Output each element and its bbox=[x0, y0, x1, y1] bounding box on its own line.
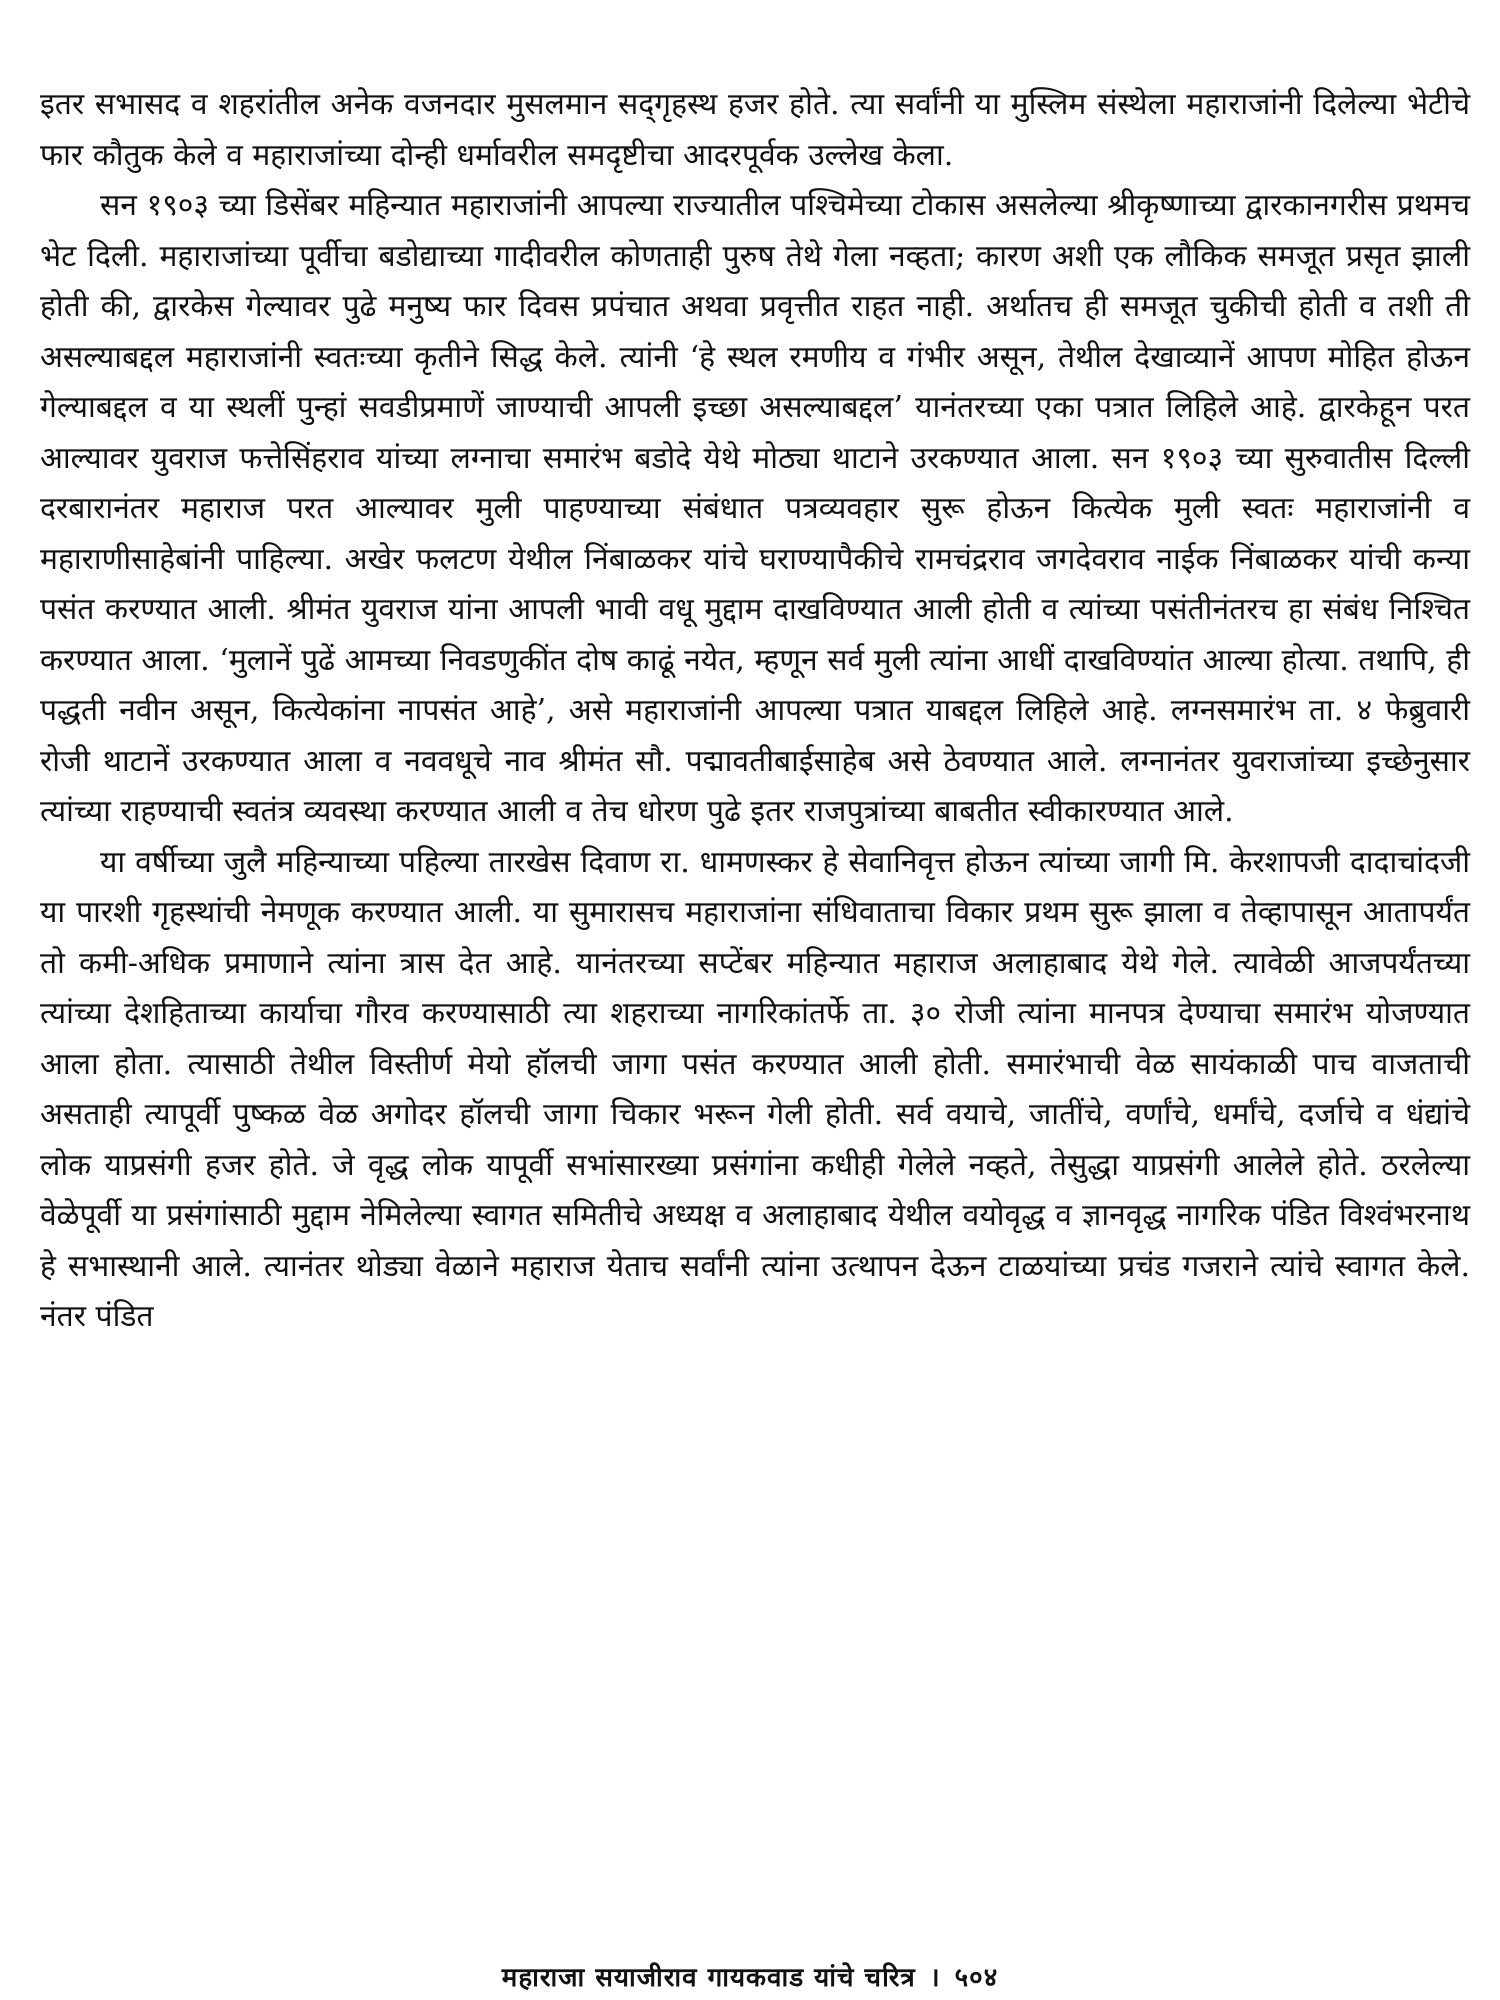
page-body bbox=[40, 80, 1470, 1343]
footer-book-title: महाराजा सयाजीराव गायकवाड यांचे चरित्र bbox=[501, 1963, 916, 1993]
paragraph-allahabad-visit: या वर्षीच्या जुलै महिन्याच्या पहिल्या तारखेस दिवाण रा. धामणस्कर हे सेवानिवृत्त होऊन त्यांच्या जागी मि. केरशापजी दादाचांदजी या पारशी गृहस्थांची नेमणूक करण्यात आली. या सुमारासच महाराजांना संधिवाताचा विकार प्रथम सुरू झाला व तेव्हापासून आतापर्यंत तो कमी-अधिक प्रमाणाने त्यांना त्रास देत आहे. यानंतरच्या सप्टेंबर महिन्यात महाराज अलाहाबाद येथे गेले. त्यावेळी आजपर्यंतच्या त्यांच्या देशहिताच्या कार्याचा गौरव करण्यासाठी त्या शहराच्या नागरिकांतर्फे ता. ३० रोजी त्यांना मानपत्र देण्याचा समारंभ योजण्यात आला होता. त्यासाठी तेथील विस्तीर्ण मेयो हॉलची जागा पसंत करण्यात आली होती. समारंभाची वेळ सायंकाळी पाच वाजताची असताही त्यापूर्वी पुष्कळ वेळ अगोदर हॉलची जागा चिकार भरून गेली होती. सर्व वयाचे, जातींचे, वर्णांचे, धर्मांचे, दर्जाचे व धंद्यांचे लोक याप्रसंगी हजर होते. जे वृद्ध लोक यापूर्वी सभांसारख्या प्रसंगांना कधीही गेलेले नव्हते, तेसुद्धा याप्रसंगी आलेले होते. ठरलेल्या वेळेपूर्वी या प्रसंगांसाठी मुद्दाम नेमिलेल्या स्वागत समितीचे अध्यक्ष व अलाहाबाद येथील वयोवृद्ध व ज्ञानवृद्ध नागरिक पंडित विश्वंभरनाथ हे सभास्थानी आले. त्यानंतर थोड्या वेळाने महाराज येताच सर्वांनी त्यांना उत्थापन देऊन टाळयांच्या प्रचंड गजराने त्यांचे स्वागत केले. नंतर पंडित bbox=[40, 844, 1470, 1334]
footer-separator: । bbox=[929, 1963, 941, 1993]
paragraph-dwarka-visit: सन १९०३ च्या डिसेंबर महिन्यात महाराजांनी आपल्या राज्यातील पश्चिमेच्या टोकास असलेल्या श्रीकृष्णाच्या द्वारकानगरीस प्रथमच भेट दिली. महाराजांच्या पूर्वीचा बडोद्याच्या गादीवरील कोणताही पुरुष तेथे गेला नव्हता; कारण अशी एक लौकिक समजूत प्रसृत झाली होती की, द्वारकेस गेल्यावर पुढे मनुष्य फार दिवस प्रपंचात अथवा प्रवृत्तीत राहत नाही. अर्थातच ही समजूत चुकीची होती व तशी ती असल्याबद्दल महाराजांनी स्वतःच्या कृतीने सिद्ध केले. त्यांनी ‘हे स्थल रमणीय व गंभीर असून, तेथील देखाव्यानें आपण मोहित होऊन गेल्याबद्दल व या स्थलीं पुन्हां सवडीप्रमाणें जाण्याची आपली इच्छा असल्याबद्दल’ यानंतरच्या एका पत्रात लिहिले आहे. द्वारकेहून परत आल्यावर युवराज फत्तेसिंहराव यांच्या लग्नाचा समारंभ बडोदे येथे मोठ्या थाटाने उरकण्यात आला. सन १९०३ च्या सुरुवातीस दिल्ली दरबारानंतर महाराज परत आल्यावर मुली पाहण्याच्या संबंधात पत्रव्यवहार सुरू होऊन कित्येक मुली स्वतः महाराजांनी व महाराणीसाहेबांनी पाहिल्या. अखेर फलटण येथील निंबाळकर यांचे घराण्यापैकीचे रामचंद्रराव जगदेवराव नाईक निंबाळकर यांची कन्या पसंत करण्यात आली. श्रीमंत युवराज यांना आपली भावी वधू मुद्दाम दाखविण्यात आली होती व त्यांच्या पसंतीनंतरच हा संबंध निश्चित करण्यात आला. ‘मुलानें पुढें आमच्या निवडणुकींत दोष काढूं नयेत, म्हणून सर्व मुली त्यांना आधीं दाखविण्यांत आल्या होत्या. तथापि, ही पद्धती नवीन असून, कित्येकांना नापसंत आहे’, असे महाराजांनी आपल्या पत्रात याबद्दल लिहिले आहे. लग्नसमारंभ ता. ४ फेब्रुवारी रोजी थाटानें उरकण्यात आला व नववधूचे नाव श्रीमंत सौ. पद्मावतीबाईसाहेब असे ठेवण्यात आले. लग्नानंतर युवराजांच्या इच्छेनुसार त्यांच्या राहण्याची स्वतंत्र व्यवस्था करण्यात आली व तेच धोरण पुढे इतर राजपुत्रांच्या बाबतीत स्वीकारण्यात आले. bbox=[40, 188, 1470, 829]
footer-page-number: ५०४ bbox=[954, 1963, 999, 1993]
paragraph-continuation: इतर सभासद व शहरांतील अनेक वजनदार मुसलमान सद्‌गृहस्थ हजर होते. त्या सर्वांनी या मुस्लिम संस्थेला महाराजांनी दिलेल्या भेटीचे फार कौतुक केले व महाराजांच्या दोन्ही धर्मावरील समदृष्टीचा आदरपूर्वक उल्लेख केला. bbox=[40, 87, 1470, 173]
page-footer bbox=[0, 1958, 1500, 1994]
